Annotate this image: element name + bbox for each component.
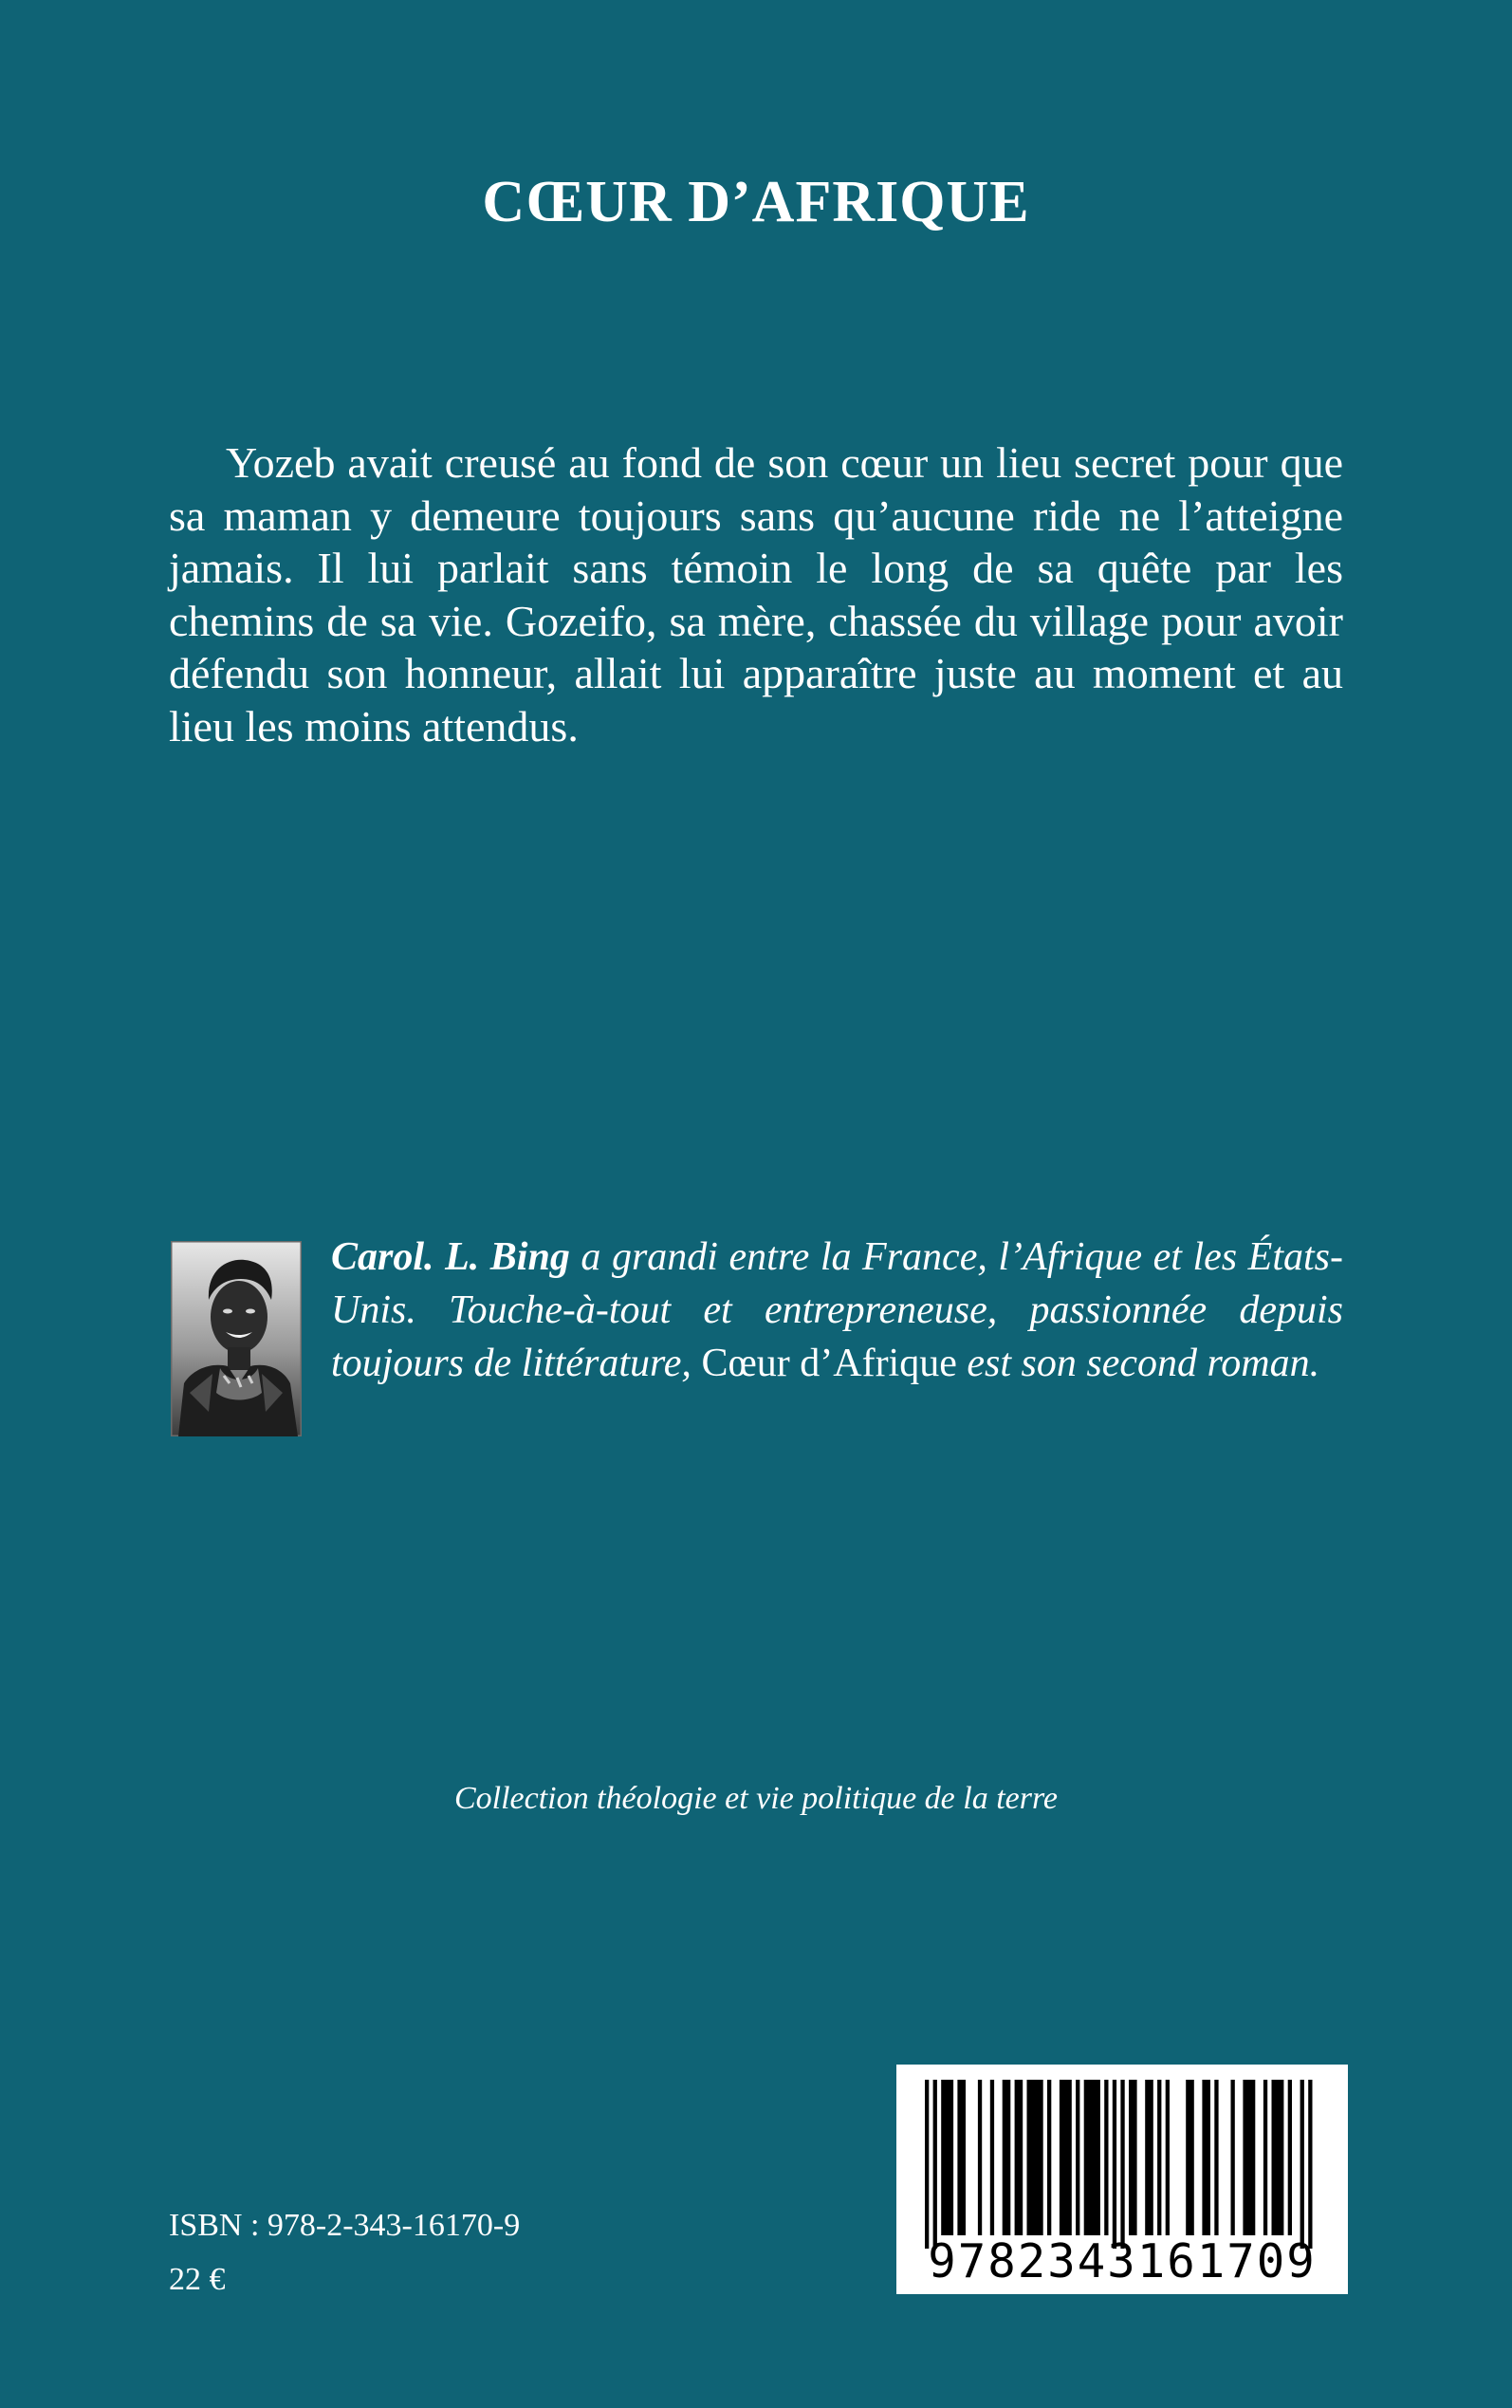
author-bio	[331, 1231, 1343, 1390]
barcode-bar	[1047, 2080, 1051, 2235]
barcode-bar	[1202, 2080, 1210, 2235]
barcode-bar	[1003, 2080, 1011, 2235]
barcode-bar	[1076, 2080, 1079, 2235]
barcode-bar	[1231, 2080, 1235, 2235]
author-photo	[171, 1241, 302, 1436]
barcode-bar	[1060, 2080, 1072, 2235]
bio-book-title: Cœur d’Afrique	[701, 1342, 957, 1385]
barcode-bar	[1243, 2080, 1255, 2235]
author-portrait-image	[171, 1241, 302, 1436]
barcode-bar	[1120, 2080, 1124, 2249]
barcode-bar	[978, 2080, 982, 2235]
blurb-paragraph: Yozeb avait creusé au fond de son cœur un lieu secret pour que sa maman y demeure toujours sans qu’aucune ride ne l’atteigne jamais. Il lui parlait sans témoin le long de sa quête par les chemins de sa vie. Gozeifo, sa mère, chassée du village pour avoir défendu son honneur, allait lui apparaître juste au moment et au lieu les moins attendus.	[169, 438, 1343, 750]
bio-text-part-2: est son second roman.	[956, 1342, 1320, 1385]
collection-name: Collection théologie et vie politique de la terre	[453, 1781, 1059, 1816]
barcode-bar	[1308, 2080, 1312, 2249]
barcode	[896, 2065, 1348, 2294]
barcode-bar	[1084, 2080, 1100, 2235]
barcode-bar	[1300, 2080, 1304, 2249]
book-title: CŒUR D’AFRIQUE	[482, 170, 1030, 234]
barcode-bar	[1288, 2080, 1292, 2235]
barcode-bar	[1166, 2080, 1170, 2235]
bio-text-part-1: a grandi entre la France, l’Afrique et les États-Unis. Touche-à-tout et entrepreneuse, passionnée depuis toujours de littérature,	[331, 1235, 1343, 1385]
barcode-bar	[1145, 2080, 1153, 2235]
price-text: 22 €	[169, 2262, 226, 2297]
barcode-bar	[1272, 2080, 1284, 2235]
barcode-bar	[933, 2080, 937, 2249]
isbn-text: ISBN : 978-2-343-16170-9	[169, 2208, 521, 2243]
barcode-bar	[1214, 2080, 1218, 2235]
barcode-bar	[941, 2080, 953, 2235]
barcode-digits: 9782343161709	[928, 2234, 1317, 2288]
barcode-bar	[925, 2080, 929, 2249]
author-name: Carol. L. Bing	[331, 1235, 570, 1279]
barcode-bar	[990, 2080, 994, 2235]
barcode-bar	[1027, 2080, 1043, 2235]
barcode-bar	[1015, 2080, 1023, 2235]
barcode-bar	[1129, 2080, 1137, 2235]
barcode-bar	[1263, 2080, 1267, 2235]
barcode-bar	[1186, 2080, 1194, 2235]
barcode-bar	[957, 2080, 966, 2235]
barcode-bar	[1157, 2080, 1161, 2235]
barcode-bar	[1113, 2080, 1116, 2249]
barcode-bar	[1104, 2080, 1108, 2235]
